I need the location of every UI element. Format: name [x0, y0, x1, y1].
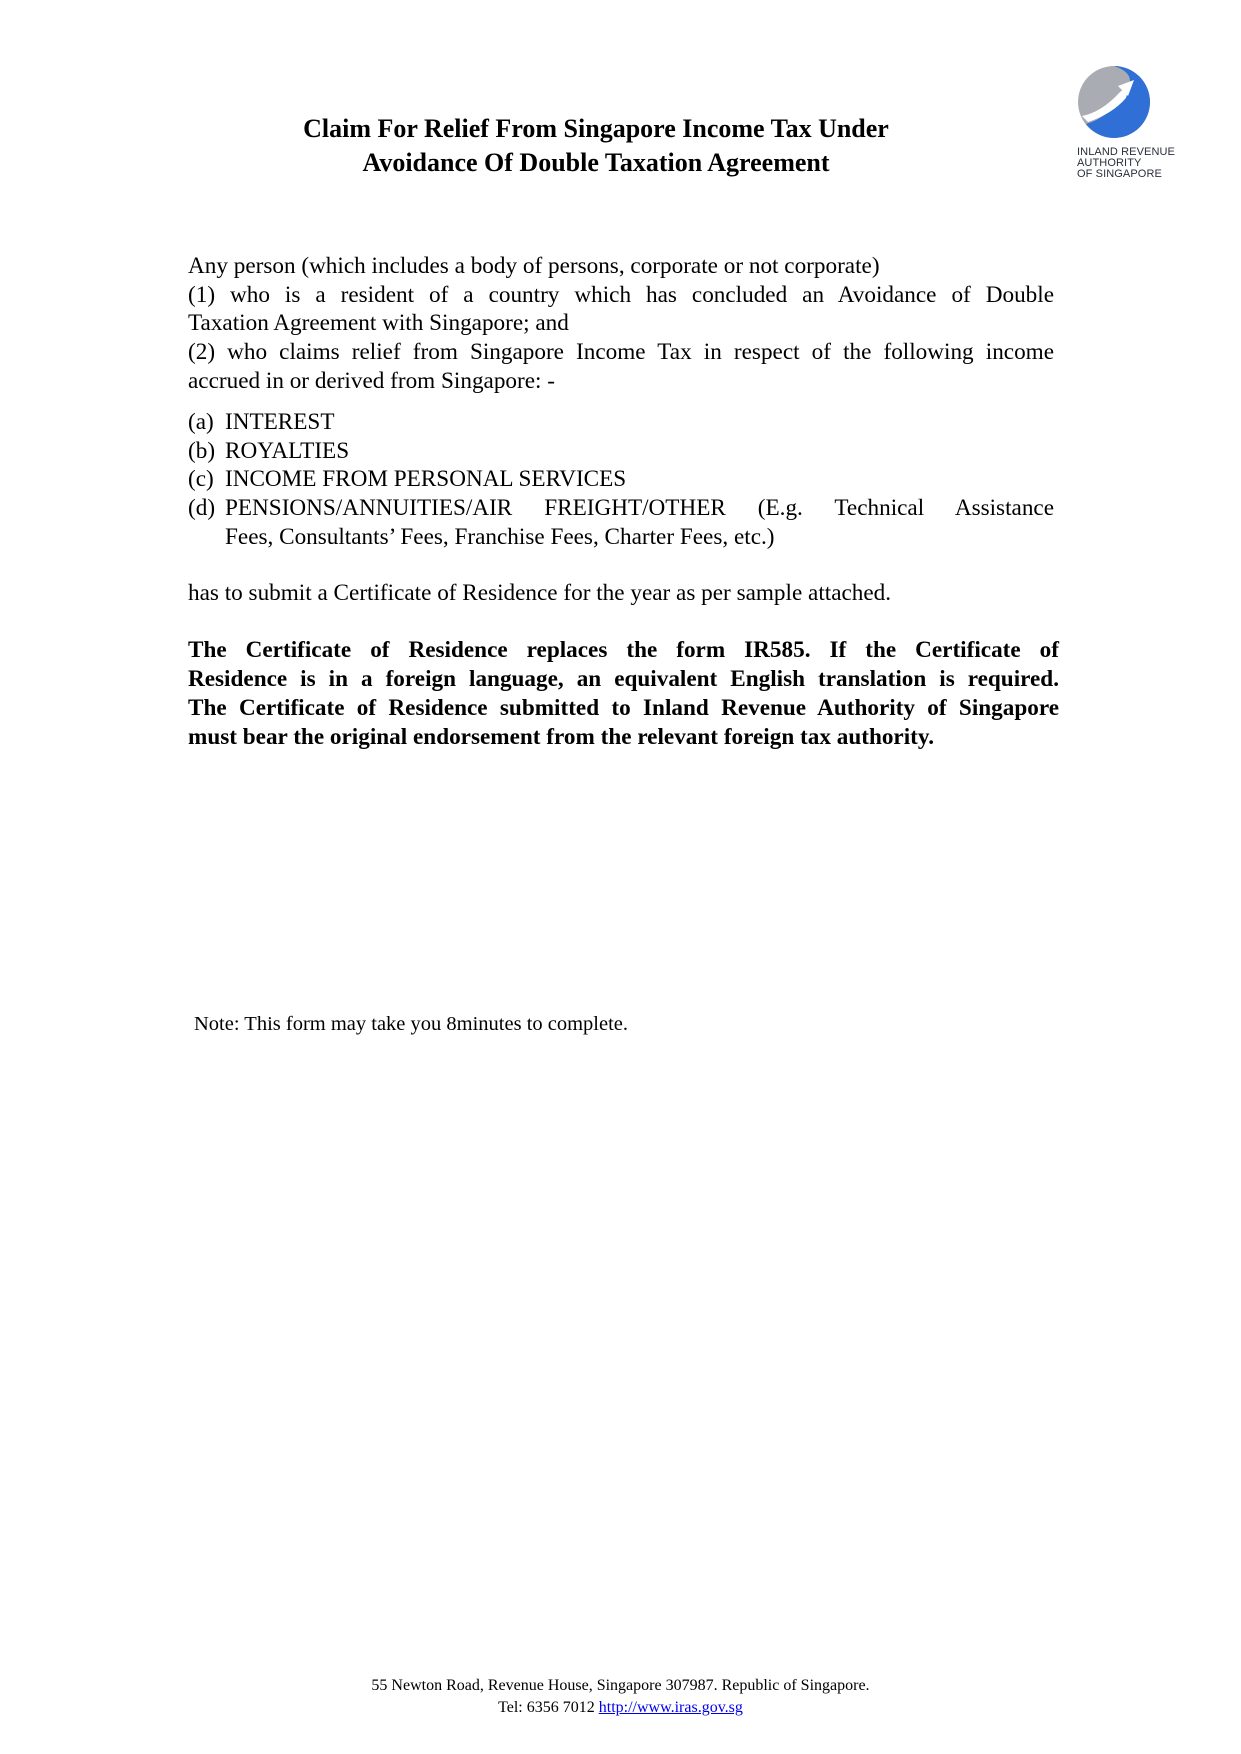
completion-note: Note: This form may take you 8minutes to complete. — [194, 1013, 629, 1035]
list-item-text: PENSIONS/ANNUITIES/AIR FREIGHT/OTHER (E.g. Technical Assistance — [225, 495, 1054, 522]
list-marker: (a) — [188, 409, 214, 435]
logo-line-2: AUTHORITY — [1077, 157, 1142, 169]
list-marker: (d) — [188, 495, 216, 522]
list-item — [188, 494, 1054, 551]
list-item — [188, 465, 1054, 494]
list-item-text-continued: Fees, Consultants’ Fees, Franchise Fees, Charter Fees, etc.) — [225, 523, 775, 550]
notice-line-4: must bear the original endorsement from the relevant foreign tax authority. — [188, 724, 934, 750]
intro-line-3: Taxation Agreement with Singapore; and — [188, 310, 569, 337]
notice-line-1: The Certificate of Residence replaces the form IR585. If the Certificate of — [188, 637, 1059, 663]
intro-line-1: Any person (which includes a body of persons, corporate or not corporate) — [188, 253, 880, 279]
notice-line-2: Residence is in a foreign language, an equivalent English translation is required. — [188, 666, 1059, 692]
list-item — [188, 437, 1054, 466]
list-item-text: INTEREST — [225, 409, 335, 435]
iras-website-link[interactable]: http://www.iras.gov.sg — [598, 1699, 743, 1716]
footer-contact — [0, 1697, 1241, 1719]
intro-line-2: (1) who is a resident of a country which has concluded an Avoidance of Double — [188, 281, 1054, 308]
submit-paragraph: has to submit a Certificate of Residence for the year as per sample attached. — [188, 580, 892, 606]
certificate-notice — [188, 636, 1059, 752]
list-item-text: ROYALTIES — [225, 437, 350, 464]
footer-tel: Tel: 6356 7012 — [498, 1699, 595, 1716]
list-item-text: INCOME FROM PERSONAL SERVICES — [225, 466, 627, 493]
intro-line-4: (2) who claims relief from Singapore Income Tax in respect of the following income — [188, 339, 1054, 366]
iras-emblem-icon — [1068, 62, 1158, 146]
logo-text — [1077, 147, 1175, 180]
income-list — [188, 408, 1054, 552]
logo-line-1: INLAND REVENUE — [1077, 146, 1175, 158]
footer — [0, 1675, 1241, 1719]
logo-line-3: OF SINGAPORE — [1077, 168, 1162, 180]
intro-line-5: accrued in or derived from Singapore: - — [188, 367, 555, 394]
page-title — [180, 112, 1012, 180]
list-marker: (c) — [188, 466, 214, 493]
title-line-2: Avoidance Of Double Taxation Agreement — [362, 148, 830, 177]
title-line-1: Claim For Relief From Singapore Income Tax Under — [303, 114, 889, 143]
iras-logo — [1068, 62, 1208, 192]
list-item — [188, 408, 1054, 437]
list-marker: (b) — [188, 437, 216, 464]
notice-line-3: The Certificate of Residence submitted to Inland Revenue Authority of Singapore — [188, 695, 1059, 721]
footer-address: 55 Newton Road, Revenue House, Singapore 307987. Republic of Singapore. — [371, 1677, 870, 1694]
intro-paragraph — [188, 252, 1054, 396]
